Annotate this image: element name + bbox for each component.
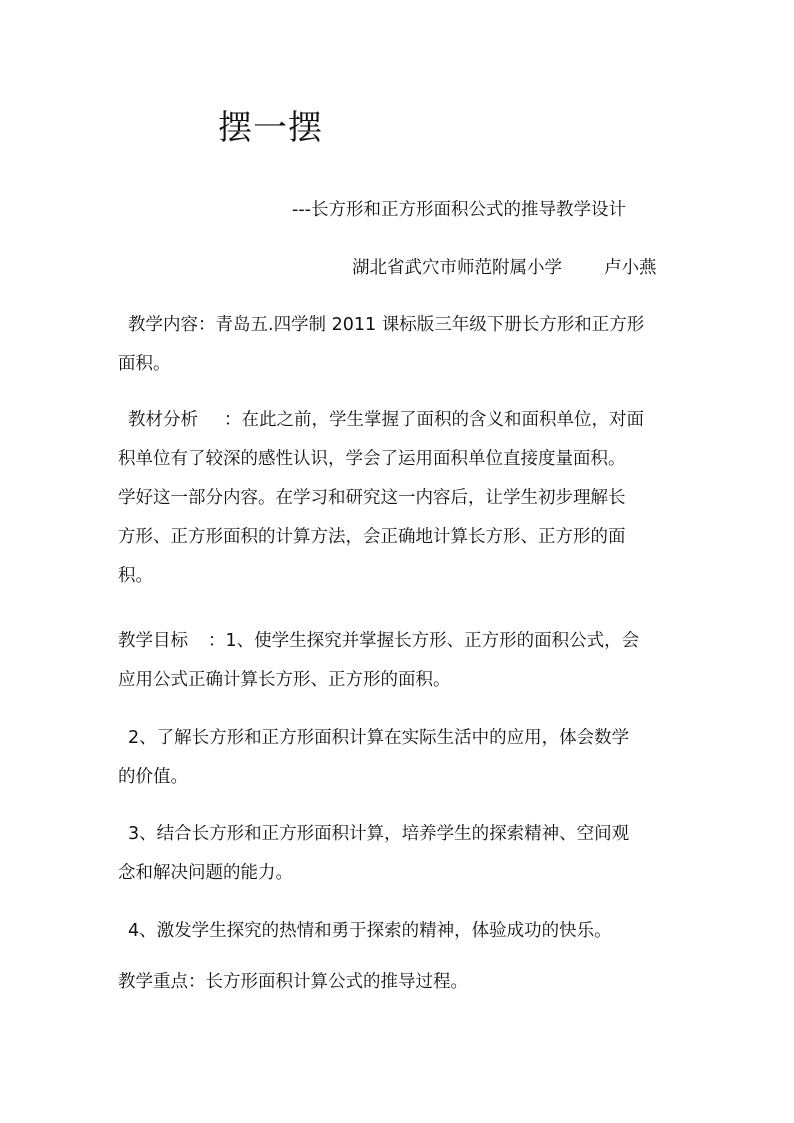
teaching-goals-section [118,622,688,700]
author-line [352,256,657,280]
analysis-line-4: 方形、正方形面积的计算方法，会正确地计算长方形、正方形的面 [118,527,626,547]
goal-3-line-1: 3、结合长方形和正方形面积计算，培养学生的探索精神、空间观 [128,824,630,844]
teaching-content-label: 教学内容： [128,315,216,335]
analysis-line-3: 学好这一部分内容。在学习和研究这一内容后，让学生初步理解长 [118,488,626,508]
goal-1-line-1: 教学目标 ：1、使学生探究并掌握长方形、正方形的面积公式，会 [118,631,640,651]
key-point-line: 教学重点：长方形面积计算公式的推导过程。 [118,972,468,992]
goal-1-line-2: 应用公式正确计算长方形、正方形的面积。 [118,670,451,690]
goal-4-line: 4、激发学生探究的热情和勇于探索的精神，体验成功的快乐。 [128,921,612,941]
analysis-line-5: 积。 [118,566,153,586]
goal-3-section [118,815,688,893]
analysis-line-2: 积单位有了较深的感性认识，学会了运用面积单位直接度量面积。 [118,449,626,469]
goals-label: 教学目标 [118,631,188,651]
teaching-content-line-1: 教学内容：青岛五.四学制 2011 课标版三年级下册长方形和正方形 [128,315,645,335]
goal-4-section [118,912,688,951]
page-title: 摆一摆 [218,108,323,148]
goal-2-section [118,719,688,797]
goal-3-line-2: 念和解决问题的能力。 [118,863,293,883]
subtitle: ---长方形和正方形面积公式的推导教学设计 [292,200,626,220]
material-analysis-section [118,401,688,596]
key-point-section [118,963,688,1002]
goal-2-line-2: 的价值。 [118,767,188,787]
goal-2-line-1: 2、了解长方形和正方形面积计算在实际生活中的应用，体会数学 [128,728,630,748]
author-name: 卢小燕 [604,258,657,278]
author-school: 湖北省武穴市师范附属小学 [352,258,562,278]
teaching-content-section [118,306,688,384]
analysis-label: 教材分析 [128,410,198,430]
analysis-line-1: 教材分析 ：在此之前，学生掌握了面积的含义和面积单位，对面 [128,410,644,430]
teaching-content-line-2: 面积。 [118,354,171,374]
